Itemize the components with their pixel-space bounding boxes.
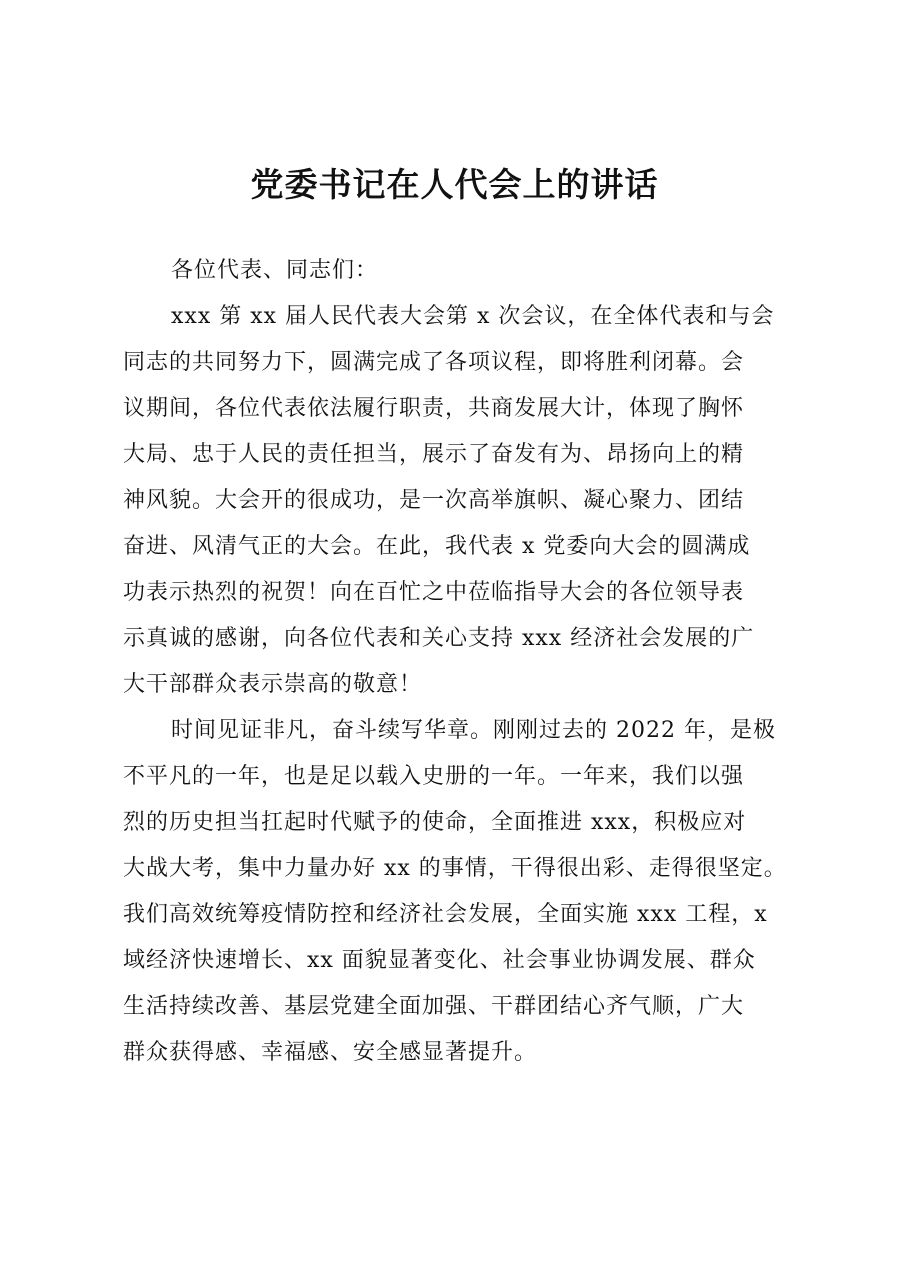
paragraph-1-line: 大干部群众表示崇高的敬意！: [123, 672, 423, 697]
document-body: [123, 248, 823, 1076]
greeting-line: 各位代表、同志们：: [171, 258, 379, 283]
paragraph-2: [123, 708, 823, 1076]
paragraph-2-line: 大战大考，集中力量办好 xx 的事情，干得很出彩、走得很坚定。: [123, 856, 787, 881]
paragraph-1-line: 神风貌。大会开的很成功，是一次高举旗帜、凝心聚力、团结: [123, 488, 745, 513]
paragraph-1-line: 示真诚的感谢，向各位代表和关心支持 xxx 经济社会发展的广: [123, 626, 755, 651]
paragraph-1-line: xxx 第 xx 届人民代表大会第 x 次会议，在全体代表和与会: [171, 304, 775, 329]
paragraph-2-line: 域经济快速增长、xx 面貌显著变化、社会事业协调发展、群众: [123, 948, 756, 973]
paragraph-2-line: 烈的历史担当扛起时代赋予的使命，全面推进 xxx，积极应对: [123, 810, 747, 835]
paragraph-1: [123, 294, 823, 708]
paragraph-1-line: 议期间，各位代表依法履行职责，共商发展大计，体现了胸怀: [123, 396, 745, 421]
paragraph-2-line: 生活持续改善、基层党建全面加强、干群团结心齐气顺，广大: [123, 994, 745, 1019]
paragraph-1-line: 功表示热烈的祝贺！向在百忙之中莅临指导大会的各位领导表: [123, 580, 745, 605]
document-title: 党委书记在人代会上的讲话: [250, 165, 659, 204]
paragraph-2-line: 我们高效统筹疫情防控和经济社会发展，全面实施 xxx 工程，x: [123, 902, 768, 927]
paragraph-2-line: 时间见证非凡，奋斗续写华章。刚刚过去的 2022 年，是极: [171, 718, 776, 743]
paragraph-1-line: 大局、忠于人民的责任担当，展示了奋发有为、昂扬向上的精: [123, 442, 745, 467]
paragraph-1-line: 同志的共同努力下，圆满完成了各项议程，即将胜利闭幕。会: [123, 350, 745, 375]
paragraph-2-line: 群众获得感、幸福感、安全感显著提升。: [123, 1040, 538, 1065]
paragraph-2-line: 不平凡的一年，也是足以载入史册的一年。一年来，我们以强: [123, 764, 745, 789]
paragraph-1-line: 奋进、风清气正的大会。在此，我代表 x 党委向大会的圆满成: [123, 534, 751, 559]
